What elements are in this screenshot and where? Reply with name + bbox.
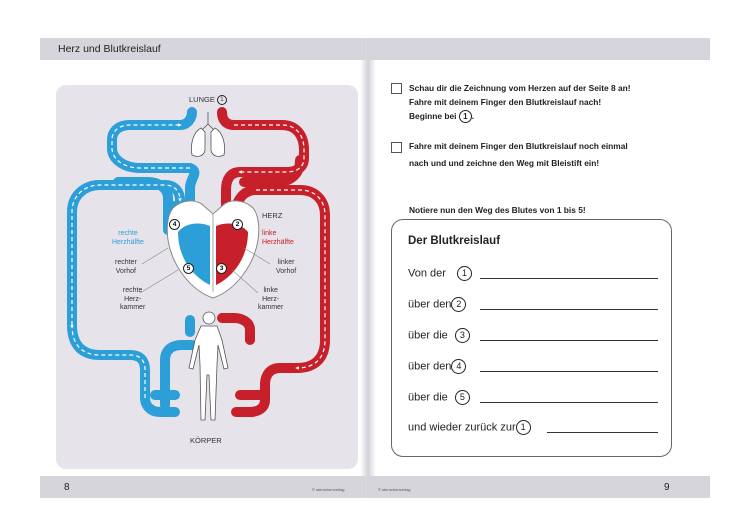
right-page-number: 9 bbox=[664, 482, 670, 493]
lunge-number: 1 bbox=[217, 95, 227, 105]
page-title: Herz und Blutkreislauf bbox=[58, 43, 161, 55]
row-5-text: über die bbox=[408, 391, 448, 404]
row-3-number: 3 bbox=[455, 328, 470, 343]
number-linker-vorhof: 2 bbox=[232, 219, 243, 230]
answer-row-4 bbox=[408, 359, 466, 374]
box-title: Der Blutkreislauf bbox=[408, 235, 501, 247]
row-1-number: 1 bbox=[457, 266, 472, 281]
row-6-text: und wieder zurück zur bbox=[408, 421, 516, 434]
task1-suffix: . bbox=[471, 111, 475, 121]
task1-line3-prefix: Beginne bei bbox=[409, 111, 457, 121]
answer-row-6 bbox=[408, 420, 531, 435]
answer-row-5 bbox=[408, 390, 470, 405]
task1-checkbox[interactable] bbox=[391, 83, 402, 94]
task1-line1: Schau dir die Zeichnung vom Herzen auf der Seite 8 an! bbox=[409, 83, 631, 93]
task2-text bbox=[409, 139, 628, 170]
label-rechte-herzhaelfte: rechte Herzhälfte bbox=[112, 230, 144, 246]
answer-line-2[interactable] bbox=[480, 309, 658, 310]
lunge-text: LUNGE bbox=[189, 94, 215, 104]
left-publisher: © sternchenverlag bbox=[312, 487, 345, 492]
task1-circle: 1 bbox=[459, 110, 472, 123]
answer-row-2 bbox=[408, 297, 466, 312]
row-4-number: 4 bbox=[451, 359, 466, 374]
label-linke-herzhaelfte: linke Herzhälfte bbox=[262, 230, 294, 246]
label-rechte-herzkammer: rechte Herz- kammer bbox=[120, 287, 146, 311]
task1-text bbox=[409, 81, 631, 123]
answer-line-4[interactable] bbox=[480, 371, 658, 372]
row-1-text: Von der bbox=[408, 267, 446, 280]
row-2-number: 2 bbox=[451, 297, 466, 312]
right-publisher: © sternchenverlag bbox=[378, 487, 411, 492]
task2-checkbox[interactable] bbox=[391, 142, 402, 153]
task2-line1: Fahre mit deinem Finger den Blutkreislauf noch einmal bbox=[409, 141, 628, 151]
label-herz: HERZ bbox=[262, 211, 283, 220]
task1-line3 bbox=[409, 109, 631, 123]
answer-line-5[interactable] bbox=[480, 402, 658, 403]
row-4-text: über den bbox=[408, 360, 452, 373]
instruction-text: Notiere nun den Weg des Blutes von 1 bis 5! bbox=[409, 205, 586, 215]
number-linke-kammer: 3 bbox=[216, 263, 227, 274]
row-5-number: 5 bbox=[455, 390, 470, 405]
answer-line-1[interactable] bbox=[480, 278, 658, 279]
row-2-text: über den bbox=[408, 298, 452, 311]
label-rechter-vorhof: rechter Vorhof bbox=[115, 259, 137, 275]
row-6-number: 1 bbox=[516, 420, 531, 435]
number-rechte-kammer: 5 bbox=[183, 263, 194, 274]
task1-line2: Fahre mit deinem Finger den Blutkreislauf nach! bbox=[409, 97, 602, 107]
number-rechter-vorhof: 4 bbox=[169, 219, 180, 230]
answer-line-6[interactable] bbox=[547, 432, 658, 433]
answer-row-1 bbox=[408, 266, 472, 281]
label-linke-herzkammer: linke Herz- kammer bbox=[258, 287, 284, 311]
left-page-number: 8 bbox=[64, 482, 70, 493]
answer-row-3 bbox=[408, 328, 470, 343]
answer-line-3[interactable] bbox=[480, 340, 658, 341]
label-linker-vorhof: linker Vorhof bbox=[276, 259, 297, 275]
task2-line2: nach und und zeichne den Weg mit Bleistift ein! bbox=[409, 158, 600, 168]
label-koerper: KÖRPER bbox=[190, 436, 222, 445]
row-3-text: über die bbox=[408, 329, 448, 342]
blutkreislauf-box bbox=[391, 219, 672, 457]
